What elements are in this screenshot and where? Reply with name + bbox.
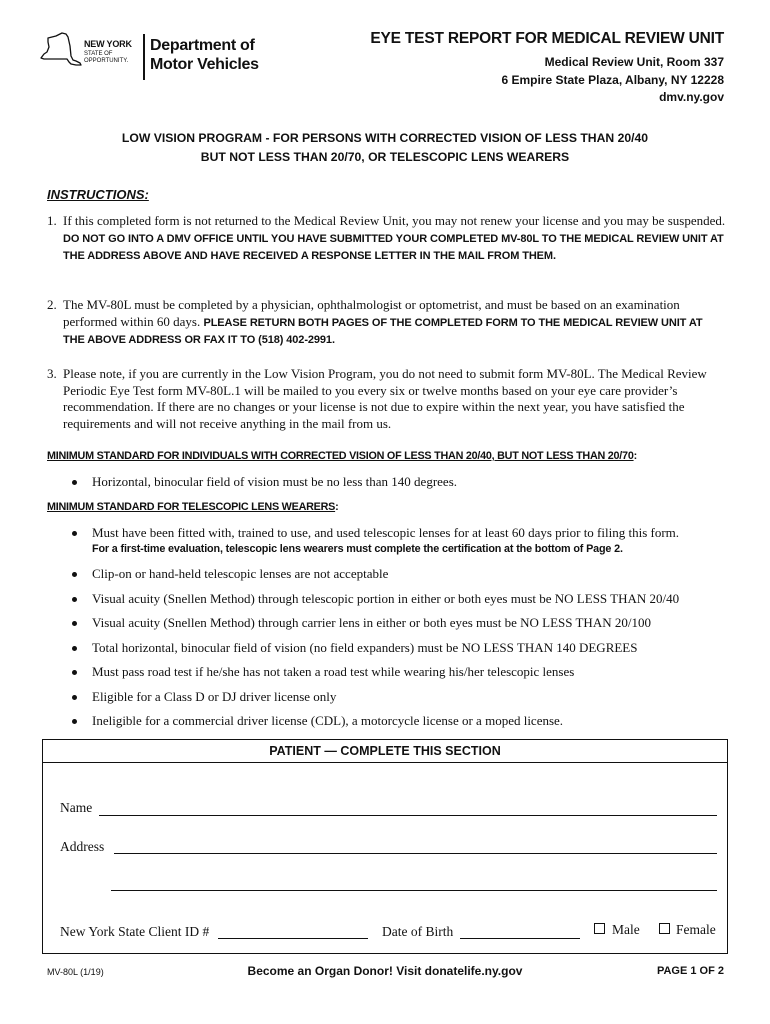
organ-donor-message: Become an Organ Donor! Visit donatelife.ny.gov — [247, 964, 523, 978]
date-of-birth-field[interactable] — [460, 938, 580, 939]
bullet-icon — [72, 597, 77, 602]
list-item-text: Visual acuity (Snellen Method) through telescopic portion in either or both eyes must be NO LESS THAN 20/40 — [92, 591, 680, 606]
instruction-number: 3. — [47, 366, 57, 381]
list-item — [72, 640, 637, 656]
patient-section — [42, 739, 728, 954]
male-checkbox[interactable] — [594, 923, 605, 934]
instruction-item-2 — [47, 297, 727, 349]
form-title: EYE TEST REPORT FOR MEDICAL REVIEW UNIT — [370, 30, 724, 47]
bullet-icon — [72, 572, 77, 577]
list-item-text: Visual acuity (Snellen Method) through carrier lens in either or both eyes must be NO LESS THAN 20/100 — [92, 615, 651, 630]
logo-agency-line1: Department of — [150, 37, 255, 54]
instruction-item-1 — [47, 213, 727, 265]
instruction-text: If this completed form is not returned to the Medical Review Unit, you may not renew your license and you may be suspended. — [63, 213, 726, 228]
bullet-icon — [72, 695, 77, 700]
male-label: Male — [612, 922, 640, 937]
mailing-address — [501, 54, 724, 107]
program-title-line2: BUT NOT LESS THAN 20/70, OR TELESCOPIC LENS WEARERS — [200, 150, 570, 164]
standard-corrected-heading-text: MINIMUM STANDARD FOR INDIVIDUALS WITH CORRECTED VISION OF LESS THAN 20/40, BUT NOT LESS THAN 20/70 — [47, 450, 634, 462]
list-item — [72, 615, 651, 631]
name-field[interactable] — [99, 815, 717, 816]
program-title — [0, 129, 770, 167]
list-item — [72, 713, 563, 729]
heading-colon: : — [335, 501, 339, 513]
standard-telescopic-heading-text: MINIMUM STANDARD FOR TELESCOPIC LENS WEARERS — [47, 501, 336, 513]
dmv-logo — [40, 32, 272, 82]
list-item-text: Ineligible for a commercial driver license (CDL), a motorcycle license or a moped license. — [92, 713, 564, 728]
address-line-1: Medical Review Unit, Room 337 — [544, 55, 724, 69]
certification-note: For a first-time evaluation, telescopic lens wearers must complete the certification at the bottom of Page 2. — [92, 543, 623, 555]
bullet-icon — [72, 646, 77, 651]
page-number: PAGE 1 OF 2 — [656, 965, 724, 977]
logo-divider — [143, 34, 145, 80]
female-checkbox[interactable] — [659, 923, 670, 934]
instructions-heading: INSTRUCTIONS: — [47, 187, 149, 202]
date-of-birth-label: Date of Birth — [382, 924, 454, 939]
address-line-2: 6 Empire State Plaza, Albany, NY 12228 — [501, 72, 724, 87]
logo-tagline-line1: STATE OF — [84, 51, 113, 57]
name-label: Name — [60, 800, 93, 815]
bullet-icon — [72, 621, 77, 626]
female-label: Female — [676, 922, 716, 937]
list-item — [72, 525, 679, 541]
heading-colon: : — [633, 450, 637, 462]
list-item-text: Must pass road test if he/she has not taken a road test while wearing his/her telescopic lenses — [92, 664, 575, 679]
program-title-line1: LOW VISION PROGRAM - FOR PERSONS WITH CORRECTED VISION OF LESS THAN 20/40 — [121, 131, 649, 145]
address-field-line2[interactable] — [111, 890, 717, 891]
list-item — [72, 689, 336, 705]
logo-agency-name — [150, 36, 259, 74]
instruction-emphasis: DO NOT GO INTO A DMV OFFICE UNTIL YOU HAVE SUBMITTED YOUR COMPLETED MV-80L TO THE MEDICAL REVIEW UNIT AT THE ADDRESS ABOVE AND HAVE RECEIVED A RESPONSE LETTER IN THE MAIL FROM THEM. — [63, 232, 724, 262]
list-item — [72, 591, 679, 607]
instruction-emphasis: PLEASE RETURN BOTH PAGES OF THE COMPLETED FORM TO THE MEDICAL REVIEW UNIT AT THE ABOVE ADDRESS OR FAX IT TO (518) 402-2991. — [63, 316, 703, 346]
bullet-icon — [72, 480, 77, 485]
client-id-label: New York State Client ID # — [60, 924, 210, 939]
instruction-number: 2. — [47, 297, 57, 312]
instruction-item-3 — [47, 366, 727, 432]
list-item — [72, 664, 574, 680]
list-item — [72, 566, 388, 582]
bullet-icon — [72, 719, 77, 724]
standard-corrected-heading — [47, 450, 637, 462]
address-label: Address — [60, 839, 105, 854]
list-item-text: Total horizontal, binocular field of vision (no field expanders) must be NO LESS THAN 140 DEGREES — [92, 640, 638, 655]
patient-section-heading: PATIENT — COMPLETE THIS SECTION — [43, 740, 727, 763]
list-item-text: Eligible for a Class D or DJ driver license only — [92, 689, 337, 704]
address-website: dmv.ny.gov — [659, 90, 724, 104]
client-id-field[interactable] — [218, 938, 368, 939]
instruction-text: Please note, if you are currently in the Low Vision Program, you do not need to submit form MV-80L. The Medical Review Periodic Eye Test form MV-80L.1 will be mailed to you every six or twelve months based on your eye care provider’s recommendation. If there are no changes or your license is not due to expire within the next year, you have satisfied the requirements and will not receive anything in the mail from us. — [63, 366, 707, 431]
list-item-text: Must have been fitted with, trained to use, and used telescopic lenses for at least 60 days prior to filing this form. — [92, 525, 680, 540]
bullet-icon — [72, 670, 77, 675]
logo-agency-line2: Motor Vehicles — [150, 56, 259, 73]
list-item — [72, 474, 457, 490]
standard-telescopic-heading — [47, 501, 338, 513]
instruction-text: The MV-80L must be completed by a physician, ophthalmologist or optometrist, and must be based on an examination performed within 60 days. — [63, 297, 680, 329]
bullet-icon — [72, 531, 77, 536]
list-item-text: Horizontal, binocular field of vision must be no less than 140 degrees. — [92, 474, 458, 489]
logo-state-tagline — [84, 51, 128, 64]
logo-state-name: NEW YORK — [84, 39, 132, 49]
address-field-line1[interactable] — [114, 853, 717, 854]
logo-tagline-line2: OPPORTUNITY. — [84, 57, 129, 64]
form-id: MV-80L (1/19) — [47, 967, 104, 977]
list-item-text: Clip-on or hand-held telescopic lenses are not acceptable — [92, 566, 389, 581]
instruction-number: 1. — [47, 213, 57, 228]
new-york-state-map-icon — [40, 32, 82, 72]
